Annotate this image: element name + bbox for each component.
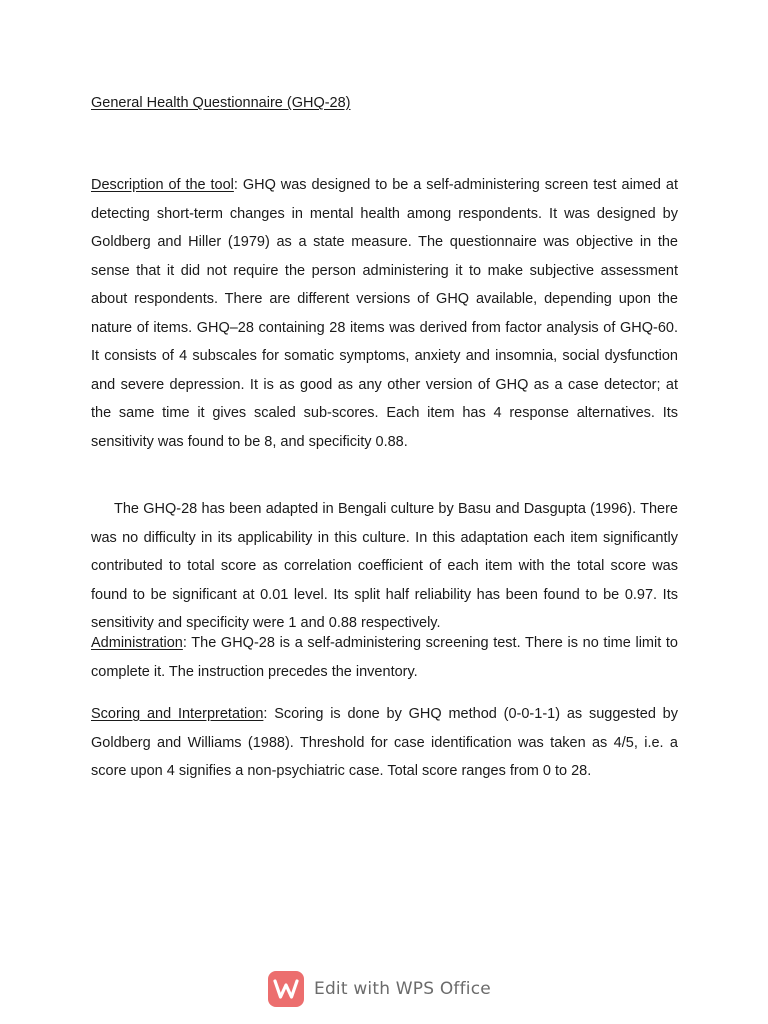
administration-text: : The GHQ-28 is a self-administering screening test. There is no time limit to complete it. The instruction precedes the inventory.	[91, 635, 678, 680]
description-paragraph	[91, 171, 678, 456]
scoring-heading: Scoring and Interpretation	[91, 706, 264, 722]
administration-heading: Administration	[91, 635, 183, 651]
scoring-text: : Scoring is done by GHQ method (0-0-1-1) as suggested by Goldberg and Williams (1988). Threshold for case identification was taken as 4/5, i.e. a score upon 4 signifies a non-psychiatric case. Total score ranges from 0 to 28.	[91, 706, 678, 779]
edit-with-wps-label: Edit with WPS Office	[314, 978, 491, 999]
description-text: : GHQ was designed to be a self-administering screen test aimed at detecting short-term changes in mental health among respondents. It was designed by Goldberg and Hiller (1979) as a state measure. The questionnaire was objective in the sense that it did not require the person administering it to make subjective assessment about respondents. There are different versions of GHQ available, depending upon the nature of items. GHQ–28 containing 28 items was derived from factor analysis of GHQ-60. It consists of 4 subscales for somatic symptoms, anxiety and insomnia, social dysfunction and severe depression. It is as good as any other version of GHQ as a case detector; at the same time it gives scaled sub-scores. Each item has 4 response alternatives. Its sensitivity was found to be 8, and specificity 0.88.	[91, 177, 678, 450]
administration-paragraph	[91, 629, 678, 686]
bengali-adaptation-paragraph: The GHQ-28 has been adapted in Bengali culture by Basu and Dasgupta (1996). There was no difficulty in its applicability in this culture. In this adaptation each item significantly contributed to total score as correlation coefficient of each item with the total score was found to be significant at 0.01 level. Its split half reliability has been found to be 0.97. Its sensitivity and specificity were 1 and 0.88 respectively.	[91, 501, 678, 631]
document-title: General Health Questionnaire (GHQ-28)	[91, 95, 351, 111]
scoring-paragraph	[91, 700, 678, 786]
wps-office-logo-icon	[268, 971, 304, 1007]
description-heading: Description of the tool	[91, 177, 234, 193]
edit-with-wps-button[interactable]	[268, 970, 491, 1007]
